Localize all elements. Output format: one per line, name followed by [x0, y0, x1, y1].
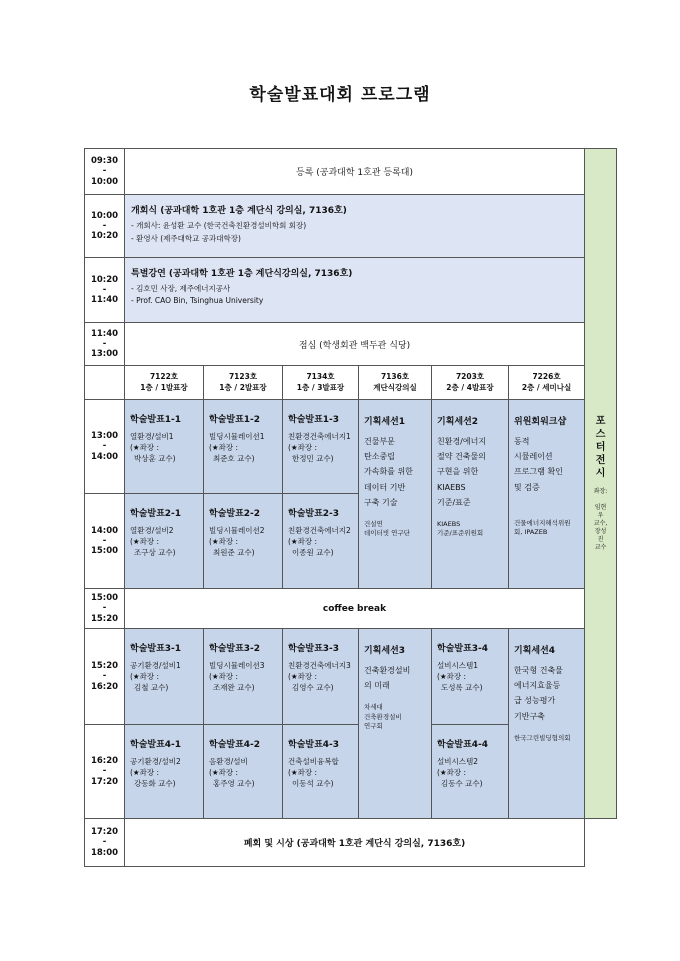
- session-cell: 학술발표3-1 공기환경/설비1 (★좌장 : 김철 교수): [125, 629, 204, 725]
- time-cell: 15:20 - 16:20: [85, 629, 125, 725]
- session-cell: 학술발표4-1 공기환경/설비2 (★좌장 : 강동화 교수): [125, 725, 204, 819]
- room-header: 7123호 1층 / 2발표장: [204, 366, 283, 400]
- time-cell: 10:00 - 10:20: [85, 195, 125, 258]
- time-cell: 14:00 - 15:00: [85, 494, 125, 589]
- session-cell: 학술발표4-4 설비시스템2 (★좌장 : 김동수 교수): [432, 725, 509, 819]
- time-cell: 09:30 - 10:00: [85, 149, 125, 195]
- room-header: 7226호 2층 / 세미나실: [509, 366, 585, 400]
- registration: 등록 (공과대학 1호관 등록대): [125, 149, 585, 195]
- time-cell: 11:40 - 13:00: [85, 323, 125, 366]
- planned-session-2: 기획세션2 친환경/에너지 절약 건축물의 구현을 위한 KIAEBS 기준/표준 KIAEBS 기준/표준위원회: [432, 400, 509, 589]
- special-lecture: 특별강연 (공과대학 1호관 1층 계단식강의실, 7136호) - 김호민 사장, 제주에너지공사 - Prof. CAO Bin, Tsinghua University: [125, 258, 585, 323]
- row-coffee: [85, 589, 617, 629]
- row-opening: [85, 195, 617, 258]
- planned-session-1: 기획세션1 건물부문 탄소중립 가속화를 위한 데이터 기반 구축 기술 건설연 데이터빗 연구단: [359, 400, 432, 589]
- planned-session-3: 기획세션3 건축환경설비 의 미래 차세대 건축환경설비 연구회: [359, 629, 432, 819]
- session-cell: 학술발표2-3 친환경건축에너지2 (★좌장 : 이종원 교수): [283, 494, 359, 589]
- session-cell: 학술발표2-1 열환경/설비2 (★좌장 : 조구상 교수): [125, 494, 204, 589]
- session-cell: 학술발표2-2 빌딩시뮬레이션2 (★좌장 : 최원준 교수): [204, 494, 283, 589]
- lunch: 점심 (학생회관 백두관 식당): [125, 323, 585, 366]
- time-cell: 15:00 - 15:20: [85, 589, 125, 629]
- session-cell: 학술발표1-3 친환경건축에너지1 (★좌장 : 한정민 교수): [283, 400, 359, 494]
- session-cell: 학술발표1-1 열환경/설비1 (★좌장 : 박상훈 교수): [125, 400, 204, 494]
- poster-exhibit: [585, 149, 617, 819]
- room-header: 7136호 계단식강의실: [359, 366, 432, 400]
- row-special: [85, 258, 617, 323]
- poster-chair: 좌장: 임현 우 교수, 장성 진 교수: [593, 487, 608, 552]
- row-closing: [85, 819, 617, 867]
- planned-session-4: 기획세션4 한국형 건축물 에너지효율등 급 성능평가 기반구축 한국그린빌딩협의회: [509, 629, 585, 819]
- session-cell: 학술발표4-3 건축설비융복합 (★좌장 : 이동석 교수): [283, 725, 359, 819]
- opening-ceremony: 개회식 (공과대학 1호관 1층 계단식 강의실, 7136호) - 개회사: 윤성환 교수 (한국건축친환경설비학회 회장) - 환영사 (제주대학교 공과대학장): [125, 195, 585, 258]
- page-title: 학술발표대회 프로그램: [249, 85, 431, 105]
- time-cell: 13:00 - 14:00: [85, 400, 125, 494]
- session-cell: 학술발표4-2 음환경/설비 (★좌장 : 홍주영 교수): [204, 725, 283, 819]
- room-header: 7134호 1층 / 3발표장: [283, 366, 359, 400]
- time-cell: 17:20 - 18:00: [85, 819, 125, 867]
- time-cell: 16:20 - 17:20: [85, 725, 125, 819]
- closing-ceremony: 폐회 및 시상 (공과대학 1호관 계단식 강의실, 7136호): [125, 819, 585, 867]
- program-table: [84, 148, 617, 867]
- session-cell: 학술발표3-4 설비시스템1 (★좌장 : 도성록 교수): [432, 629, 509, 725]
- session-cell: 학술발표3-2 빌딩시뮬레이션3 (★좌장 : 조재완 교수): [204, 629, 283, 725]
- committee-workshop: 위원회워크샵 동적 시뮬레이션 프로그램 확인 및 검증 건물에너지해석위원 회, IPAZEB: [509, 400, 585, 589]
- session-cell: 학술발표3-3 친환경건축에너지3 (★좌장 : 김영수 교수): [283, 629, 359, 725]
- row-rooms: [85, 366, 617, 400]
- row-session3: [85, 629, 617, 725]
- row-lunch: [85, 323, 617, 366]
- poster-title: 포 스 터 전 시: [595, 415, 606, 479]
- row-registration: [85, 149, 617, 195]
- session-cell: 학술발표1-2 빌딩시뮬레이션1 (★좌장 : 최준호 교수): [204, 400, 283, 494]
- time-cell: 10:20 - 11:40: [85, 258, 125, 323]
- room-header: 7122호 1층 / 1발표장: [125, 366, 204, 400]
- row-session1: [85, 400, 617, 494]
- room-header: 7203호 2층 / 4발표장: [432, 366, 509, 400]
- coffee-break: coffee break: [125, 589, 585, 629]
